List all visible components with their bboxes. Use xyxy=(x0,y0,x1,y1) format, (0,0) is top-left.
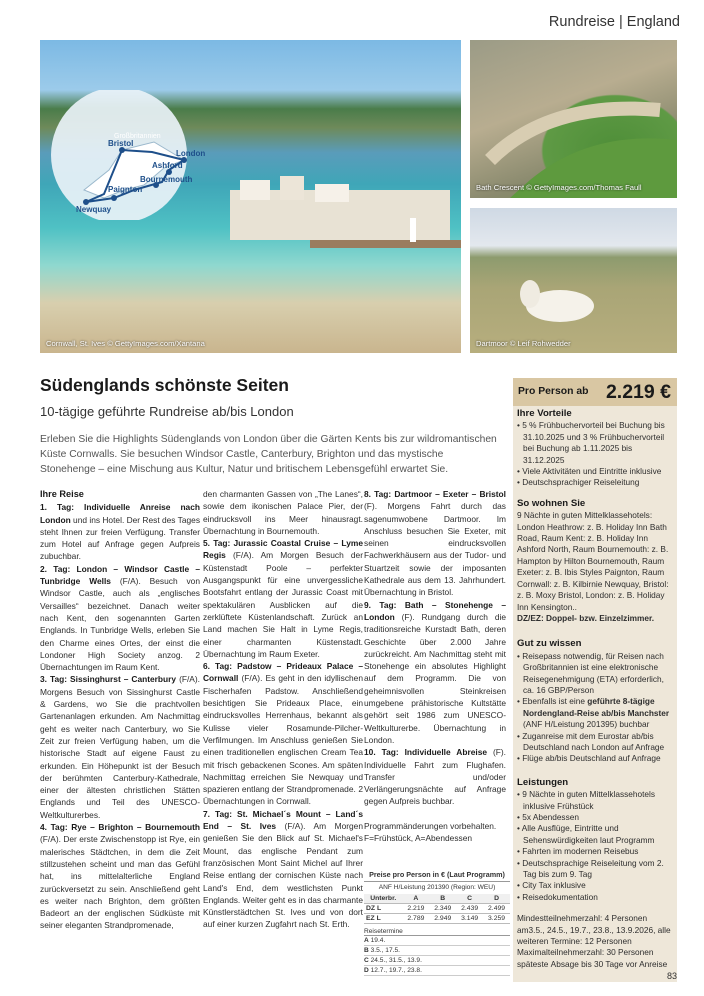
travel-date-values: 19.4. xyxy=(370,937,386,944)
itinerary-day-title: 9. Tag: Bath – Stonehenge – London xyxy=(364,599,506,622)
map-label-london: London xyxy=(176,149,206,158)
travel-date-values: 24.5., 31.5., 13.9. xyxy=(370,957,422,964)
itinerary-day-text: (F/A). Am Morgen Besuch der Küstenstadt Poole – perfekter Ausgangspunkt für eine unvergessliche Bootsfahrt entlang der Jurassic Coast mit spektakulären Ausblicken auf die zerklüftete Küstenlandschaft. Zurück an Land machen Sie Halt in Lyme Regis, einer charmanten Küstenstadt. Übernachtung im Raum Exeter. xyxy=(203,550,364,659)
price-grid xyxy=(364,894,510,924)
itinerary-day xyxy=(40,563,200,674)
map-label-bournemouth: Bournemouth xyxy=(140,175,193,184)
price-grid-header-season: C xyxy=(456,894,483,904)
house-2 xyxy=(280,176,304,200)
itinerary-heading: Ihre Reise xyxy=(40,489,84,499)
price-grid-header-season: B xyxy=(429,894,456,904)
service-item: • 9 Nächte in guten Mittelklassehotels inklusive Frühstück xyxy=(517,789,675,812)
travel-date-row xyxy=(364,936,510,946)
price-grid-row xyxy=(364,904,510,914)
services-list xyxy=(517,789,675,903)
itinerary-day-title: 3. Tag: Sissinghurst – Canterbury xyxy=(40,674,177,685)
good-to-know-item-extra xyxy=(517,696,675,730)
price-grid-cell: 2.789 xyxy=(402,914,429,924)
price-label: Pro Person ab xyxy=(518,386,589,397)
itinerary-day-title: 5. Tag: Jurassic Coastal Cruise – Lyme Regis xyxy=(203,538,363,561)
good-to-know-heading: Gut zu wissen xyxy=(517,638,582,650)
itinerary-column-2 xyxy=(203,488,363,931)
itinerary-column-3-body xyxy=(364,488,506,808)
itinerary-day xyxy=(203,660,363,808)
extra-tour-post: (ANF H/Leistung 201395) buchbar xyxy=(523,719,650,730)
itinerary-day xyxy=(203,537,363,660)
itinerary-day-text: (F/A). Morgens Besuch von Sissinghurst Castle & Gardens, wo Sie die prachtvollen Gartenanlagen erkunden. Am Nachmittag geht es weiter nach Canterbury, wo Sie Zeit zur freien Verfügung haben, um die historische Stadt auf eigene Faust zu erkunden. Ein Höhepunkt ist der Besuch der berühmten Canterbury-Kathedrale, einer der ältesten christlichen Stätten Englands und Teil des UNESCO-Weltkulturerbes. xyxy=(40,674,201,820)
header-separator: | xyxy=(619,14,623,30)
itinerary-day-title: 10. Tag: Individuelle Abreise xyxy=(364,747,488,758)
travel-date-row xyxy=(364,966,510,976)
service-item: • Alle Ausflüge, Eintritte und Sehenswürdigkeiten laut Programm xyxy=(517,823,675,846)
service-item: • Reisedokumentation xyxy=(517,892,675,903)
price-grid-cell: 2.219 xyxy=(402,904,429,914)
benefits-list xyxy=(517,420,675,488)
photo-dartmoor xyxy=(470,208,677,353)
map-label-country: Großbritannien xyxy=(114,133,161,140)
itinerary-day-title: 8. Tag: Dartmoor – Exeter – Bristol xyxy=(364,489,506,499)
map-label-paignton: Paignton xyxy=(108,185,143,194)
route-map xyxy=(44,90,244,220)
itinerary-day-text: (F). Rundgang durch die traditionsreiche Kurstadt Bath, deren Geschichte über 2.000 Jahre zurückreicht. Am Nachmittag steht mit Stonehenge ein absolutes Highlight auf dem Programm. Die von geheimnisvollen Steinkreisen umgebene prähistorische Kultstätte gehört seit 1986 zum UNESCO-Weltkulturerbe. Übernachtung in London. xyxy=(364,611,506,745)
price-grid-room: EZ L xyxy=(364,914,402,924)
price-grid-cell: 2.349 xyxy=(429,904,456,914)
harbour-town xyxy=(230,170,461,260)
itinerary-day-title: 7. Tag: St. Michael´s Mount – Land´s End – St. Ives xyxy=(203,808,363,832)
house-1 xyxy=(240,180,270,200)
itinerary-day-text: (F/A). Besuch von Windsor Castle, auch als „englisches Versailles“ bezeichnet. Danach weiter nach Kent, den sogenannten Garten Englands. In Tunbridge Wells, erleben Sie den Charme eines Ortes, der einst die Londoner High Society anzog. 2 Übernachtungen im Raum Kent. xyxy=(40,576,201,673)
price-grid-row xyxy=(364,914,510,924)
travel-date-season: B xyxy=(364,947,369,954)
extra-tour-bold: geführte 8-tägige Nordengland-Reise ab/bis Manchster xyxy=(523,696,670,718)
itinerary-day-text: (F/A). Am Morgen genießen Sie den Blick auf St. Michael's Mount, das englische Pendant zum französischen Mont Saint Michel auf Ihrer Reise entlang der cornischen Küste nach Land's End, dem westlichsten Punkt Englands. Weiter geht es in das charmante Künstlerstädtchen St. Ives und von dort auf einer kurzen Zugfahrt nach St. Erth. xyxy=(203,821,363,930)
travel-date-season: A xyxy=(364,937,369,944)
photo-st-ives xyxy=(40,40,461,353)
itinerary-day xyxy=(40,673,200,821)
benefit-item: • Deutschsprachiger Reiseleitung xyxy=(517,477,675,488)
good-to-know-list xyxy=(517,651,675,765)
itinerary-column-1 xyxy=(40,488,200,932)
itinerary-day-title: 4. Tag: Rye – Brighton – Bournemouth xyxy=(40,822,200,833)
photo-bath-crescent xyxy=(470,40,677,198)
itinerary-day-text: (F). Morgens Fahrt durch das sagenumwobene Dartmoor. Im Anschluss besuchen Sie Exeter, mit seinen eindrucksvollen Fachwerkhäusern aus der Tudor- und Stuartzeit sowie der imposanten Kathedrale aus dem 13. Jahrhundert. Übernachtung in Bristol. xyxy=(364,501,506,598)
price-grid-header xyxy=(364,894,510,904)
pony-head xyxy=(520,280,540,308)
itinerary-day-text: den charmanten Gassen von „The Lanes“, sowie dem ikonischen Palace Pier, der eindrucksvoll ins Meer hinausragt. Übernachtung in Bournemouth. xyxy=(203,489,363,536)
itinerary-day-text: (F/A). Der erste Zwischenstopp ist Rye, ein malerisches Städtchen, in dem die Zeit stillzustehen scheint und man das Gefühl hat, ins mittelalterliche England zurückversetzt zu sein. Anschließend geht es weiter nach Brighton, dem größten Badeort an der englischen Südküste mit seiner eleganten Strandpromenade, xyxy=(40,834,200,931)
map-dot-paignton xyxy=(111,195,117,201)
photo-caption-st-ives: Cornwall, St. Ives © GettyImages.com/Xantana xyxy=(46,339,205,348)
itinerary-day-title: 2. Tag: London – Windsor Castle – Tunbridge Wells xyxy=(40,563,200,587)
price-table xyxy=(364,870,510,976)
itinerary-day-title: 6. Tag: Padstow – Prideaux Palace – Cornwall xyxy=(203,661,363,684)
map-label-newquay: Newquay xyxy=(76,205,112,214)
price-grid-header-season: D xyxy=(483,894,510,904)
itinerary-column-1-body xyxy=(40,501,200,931)
good-to-know-item: • Flüge ab/bis Deutschland auf Anfrage xyxy=(517,753,675,764)
price-grid-cell: 3.259 xyxy=(483,914,510,924)
itinerary-column-3 xyxy=(364,488,506,844)
benefit-item: • Viele Aktivitäten und Eintritte inklusive xyxy=(517,466,675,477)
map-label-bristol: Bristol xyxy=(108,139,134,148)
lighthouse xyxy=(410,218,416,242)
travel-dates-list xyxy=(364,936,510,976)
meal-legend: F=Frühstück, A=Abendessen xyxy=(364,833,473,844)
itinerary-day-text: (F). Individuelle Fahrt zum Flughafen. Transfer und/oder Verlängerungsnächte auf Anfrage gegen Aufpreis buchbar. xyxy=(364,747,506,807)
price-grid-cell: 2.499 xyxy=(483,904,510,914)
price-grid-header-room: Unterbr. xyxy=(364,894,402,904)
price-grid-body xyxy=(364,904,510,924)
crescent-drawing xyxy=(470,40,677,198)
price-grid-cell: 3.149 xyxy=(456,914,483,924)
itinerary-day xyxy=(364,488,506,599)
price-value: 2.219 € xyxy=(605,381,671,403)
benefits-heading: Ihre Vorteile xyxy=(517,408,572,419)
sidebar-body xyxy=(517,408,675,970)
header-category: Rundreise xyxy=(548,14,615,30)
itinerary-day xyxy=(40,821,200,932)
itinerary-day-text: (F/A). Es geht in den idyllischen Fischerhafen Padstow. Anschließend besichtigen Sie Prideaux Place, ein eindrucksvolles Herrenhaus, bekannt als Kulisse vieler Rosamunde-Pilcher-Verfilmungen. Im Anschluss genießen Sie einen traditionellen englischen Cream Tea mit frisch gebackenen Scones. Am späten Nachmittag erreichen Sie Newquay und spazieren entlang der Strandpromenade. 2 Übernachtungen in Cornwall. xyxy=(203,673,364,807)
page-subtitle: 10-tägige geführte Rundreise ab/bis London xyxy=(40,404,294,419)
itinerary-day xyxy=(203,488,363,537)
travel-date-row xyxy=(364,946,510,956)
pony-illustration xyxy=(510,268,610,328)
accommodation-heading: So wohnen Sie xyxy=(517,497,586,509)
map-label-ashford: Ashford xyxy=(152,161,183,170)
price-grid-room: DZ L xyxy=(364,904,402,914)
price-grid-cell: 2.949 xyxy=(429,914,456,924)
price-table-subtitle: ANF H/Leistung 201390 (Region: WEU) xyxy=(378,884,496,891)
program-note: Programmänderungen vorbehalten. xyxy=(364,820,497,831)
price-grid-cell: 2.439 xyxy=(456,904,483,914)
service-item: • Fahrten im modernen Reisebus xyxy=(517,846,675,857)
good-to-know-item: • Zuganreise mit dem Eurostar ab/bis Deutschland nach London auf Anfrage xyxy=(517,731,675,754)
harbour-pier xyxy=(310,240,461,248)
participants-info: Mindestteilnehmerzahl: 4 Personen am3.5., 24.5., 19.7., 23.8., 13.9.2026, alle weiteren Termine: 12 Personen Maximalteilnehmerzahl: 30 Personen spätestе Absage bis 30 Tage vor Anreise xyxy=(517,913,671,969)
photo-caption-dartmoor: Dartmoor © Leif Rohwedder xyxy=(476,339,571,348)
price-grid-header-season: A xyxy=(402,894,429,904)
itinerary-day xyxy=(364,599,506,747)
itinerary-day-title: 1. Tag: Individuelle Anreise nach London xyxy=(40,502,200,525)
service-item: • City Tax inklusive xyxy=(517,880,675,891)
travel-date-values: 3.5., 17.5. xyxy=(370,947,400,954)
price-bar xyxy=(513,378,677,406)
travel-date-season: C xyxy=(364,957,369,964)
travel-dates-label: Reisetermine xyxy=(364,928,510,936)
house-3 xyxy=(315,184,349,202)
itinerary-day xyxy=(203,808,363,931)
itinerary-column-2-body xyxy=(203,488,363,931)
benefit-item: • 5 % Frühbuchervorteil bei Buchung bis 31.10.2025 und 3 % Frühbuchervorteil bei Buchung ab 1.11.2025 bis 31.12.2025 xyxy=(517,420,675,466)
page-title: Südenglands schönste Seiten xyxy=(40,375,289,395)
price-table-title: Preise pro Person in € (Laut Programm) xyxy=(364,870,510,882)
service-item: • Deutschsprachige Reiseleitung vom 2. Tag bis zum 9. Tag xyxy=(517,858,675,881)
photo-caption-bath: Bath Crescent © GettyImages.com/Thomas Faull xyxy=(476,183,642,192)
travel-date-row xyxy=(364,956,510,966)
good-to-know-item: • Reisepass notwendig, für Reisen nach Großbritannien ist eine elektronische Reisegenehmigung (ETA) erforderlich, ca. 16 GBP/Person xyxy=(517,651,675,697)
extra-tour-pre: Ebenfalls ist eine xyxy=(522,696,588,707)
services-heading: Leistungen xyxy=(517,776,569,788)
room-legend: DZ/EZ: Doppel- bzw. Einzelzimmer. xyxy=(517,612,655,623)
itinerary-day xyxy=(40,501,200,562)
service-item: • 5x Abendessen xyxy=(517,812,675,823)
page-number: 83 xyxy=(666,971,677,981)
itinerary-day xyxy=(364,746,506,807)
travel-date-season: D xyxy=(364,967,369,974)
travel-date-values: 12.7., 19.7., 23.8. xyxy=(370,967,422,974)
intro-text: Erleben Sie die Highlights Südenglands von London über die Gärten Kents bis zur wildromantischen Küste Cornwalls. Sie besuchen Windsor Castle, Canterbury, Brighton und das mystische Stonehenge – eine Mischung aus Kultur, Natur und britischem Lebensgefühl erwartet Sie. xyxy=(40,434,497,475)
itinerary-day-text: und ins Hotel. Der Rest des Tages steht Ihnen zur freien Verfügung. Transfer zum Hotel auf Anfrage gegen Aufpreis zubuchbar. xyxy=(40,514,201,562)
header-country: England xyxy=(626,14,680,30)
accommodation-text: 9 Nächte in guten Mittelklassehotels: London Heathrow: z. B. Holiday Inn Bath Road, Raum Kent: z. B. Holiday Inn Ashford North, Raum Bournemouth: z. B. Hampton by Hilton Bournemouth, Raum Exeter: z. B. Ibis Styles Paignton, Raum Cornwall: z. B. Kilbirnie Newquay, Bristol: z. B. Moxy Bristol, London: z. B. Holiday Inn Kensington.. xyxy=(517,510,669,612)
section-header xyxy=(549,14,680,30)
